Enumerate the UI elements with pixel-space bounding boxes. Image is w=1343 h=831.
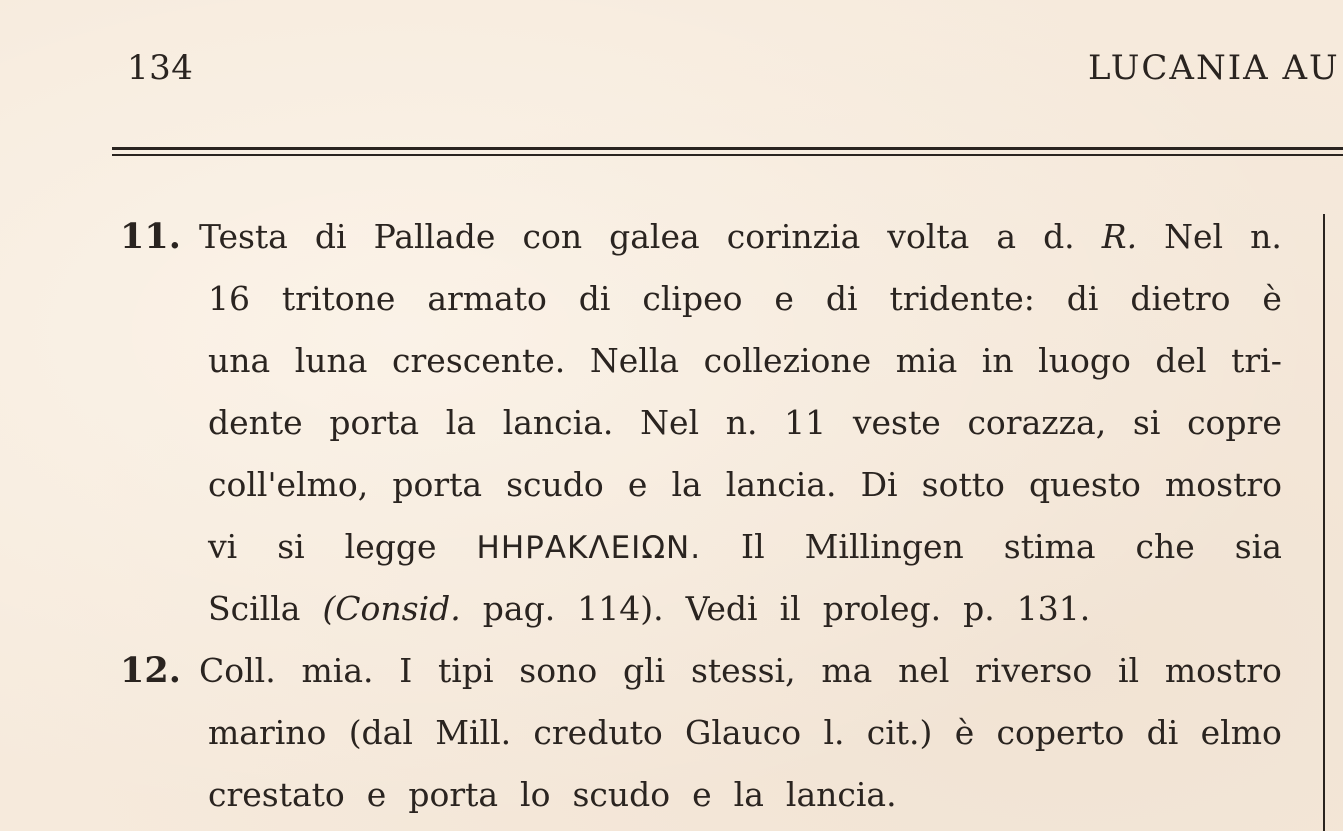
word: lo: [520, 775, 551, 814]
word: R.: [1101, 217, 1138, 256]
word: clipeo: [642, 279, 743, 318]
header-rule-thin: [112, 154, 1343, 156]
word: si: [277, 527, 305, 566]
word: questo: [1028, 465, 1141, 504]
word: a: [996, 217, 1017, 256]
entry-number: 11.: [120, 216, 181, 257]
word: Nel: [1164, 217, 1224, 256]
word: stessi,: [690, 651, 796, 690]
word: mia: [895, 341, 958, 380]
word: del: [1155, 341, 1207, 380]
word: 114).: [577, 589, 664, 628]
word: Testa: [199, 217, 288, 256]
text-line: [0, 640, 1282, 702]
word: il: [779, 589, 801, 628]
word: d.: [1043, 217, 1075, 256]
word: copre: [1187, 403, 1282, 442]
word: crestato: [208, 775, 345, 814]
word: e: [774, 279, 794, 318]
text-line: [0, 764, 1282, 826]
word: 11: [784, 403, 827, 442]
word: dietro: [1130, 279, 1231, 318]
word: in: [981, 341, 1014, 380]
word: Millingen: [804, 527, 964, 566]
word: 16: [208, 279, 250, 318]
word: luna: [294, 341, 368, 380]
word: cit.): [866, 713, 933, 752]
word: Glauco: [684, 713, 802, 752]
word: è: [954, 713, 975, 752]
word: collezione: [703, 341, 872, 380]
word: Nella: [589, 341, 680, 380]
page-number: 134: [127, 48, 194, 88]
word: n.: [725, 403, 758, 442]
text-line: [0, 206, 1282, 268]
word: vi: [208, 527, 238, 566]
running-title: LUCANIA AU: [1088, 48, 1340, 88]
word: stima: [1003, 527, 1096, 566]
word: Nel: [640, 403, 700, 442]
word: crescente.: [392, 341, 566, 380]
word: (dal: [348, 713, 413, 752]
text-line: [0, 702, 1282, 764]
word: mostro: [1164, 651, 1282, 690]
text-line: [0, 516, 1282, 578]
word: Mill.: [435, 713, 512, 752]
word: sono: [519, 651, 598, 690]
word: sia: [1234, 527, 1282, 566]
word: mostro: [1165, 465, 1282, 504]
word: corinzia: [726, 217, 861, 256]
word: pag.: [482, 589, 556, 628]
word: corazza,: [967, 403, 1107, 442]
word: luogo: [1038, 341, 1131, 380]
word: e: [366, 775, 387, 814]
word: veste: [852, 403, 941, 442]
word: di: [825, 279, 858, 318]
word: gli: [622, 651, 666, 690]
word: la: [445, 403, 477, 442]
text-line: [0, 268, 1282, 330]
text-line: [0, 392, 1282, 454]
word: volta: [887, 217, 970, 256]
word: marino: [208, 713, 327, 752]
word: riverso: [975, 651, 1093, 690]
word: di: [1146, 713, 1179, 752]
catalogue-entries: [0, 206, 1343, 826]
word: porta: [392, 465, 483, 504]
catalogue-entry: [0, 206, 1343, 640]
entry-number: 12.: [120, 650, 181, 691]
word: legge: [344, 527, 437, 566]
word: e: [627, 465, 648, 504]
word: una: [208, 341, 271, 380]
word: lancia.: [785, 775, 897, 814]
word: n.: [1250, 217, 1282, 256]
word: con: [522, 217, 583, 256]
word: Di: [860, 465, 898, 504]
word: armato: [427, 279, 547, 318]
word: lancia.: [725, 465, 837, 504]
word: tri-: [1231, 341, 1282, 380]
word: porta: [408, 775, 499, 814]
catalogue-entry: [0, 640, 1343, 826]
entry-text: [0, 206, 1343, 640]
text-line: [0, 454, 1282, 516]
word: Coll.: [199, 651, 276, 690]
entry-text: [0, 640, 1343, 826]
text-line: [0, 578, 1282, 640]
word: tipi: [438, 651, 494, 690]
word: Il: [741, 527, 765, 566]
word: scudo: [506, 465, 604, 504]
word: tridente:: [889, 279, 1035, 318]
word: è: [1262, 279, 1282, 318]
word: coperto: [996, 713, 1125, 752]
word: di: [578, 279, 611, 318]
word: si: [1132, 403, 1161, 442]
word: e: [692, 775, 712, 814]
header-rule-thick: [112, 147, 1343, 150]
text-line: [0, 330, 1282, 392]
word: mia.: [301, 651, 374, 690]
word: Scilla: [208, 589, 301, 628]
word: scudo: [572, 775, 671, 814]
word: Vedi: [685, 589, 758, 628]
word: ma: [821, 651, 873, 690]
word: tritone: [281, 279, 396, 318]
word: porta: [329, 403, 420, 442]
word: lancia.: [502, 403, 614, 442]
word: creduto: [533, 713, 663, 752]
word: ΗΗΡΑΚΛΕΙΩΝ.: [476, 530, 702, 566]
word: che: [1135, 527, 1195, 566]
word: di: [314, 217, 347, 256]
word: coll'elmo,: [208, 465, 369, 504]
word: (Consid.: [322, 589, 461, 628]
word: sotto: [921, 465, 1005, 504]
word: I: [399, 651, 413, 690]
word: la: [671, 465, 702, 504]
word: dente: [208, 403, 303, 442]
word: di: [1066, 279, 1099, 318]
word: la: [733, 775, 764, 814]
word: elmo: [1200, 713, 1282, 752]
word: proleg.: [822, 589, 942, 628]
word: l.: [823, 713, 845, 752]
word: nel: [898, 651, 950, 690]
word: Pallade: [373, 217, 496, 256]
word: 131.: [1016, 589, 1091, 628]
word: il: [1118, 651, 1140, 690]
word: galea: [609, 217, 700, 256]
word: p.: [963, 589, 995, 628]
